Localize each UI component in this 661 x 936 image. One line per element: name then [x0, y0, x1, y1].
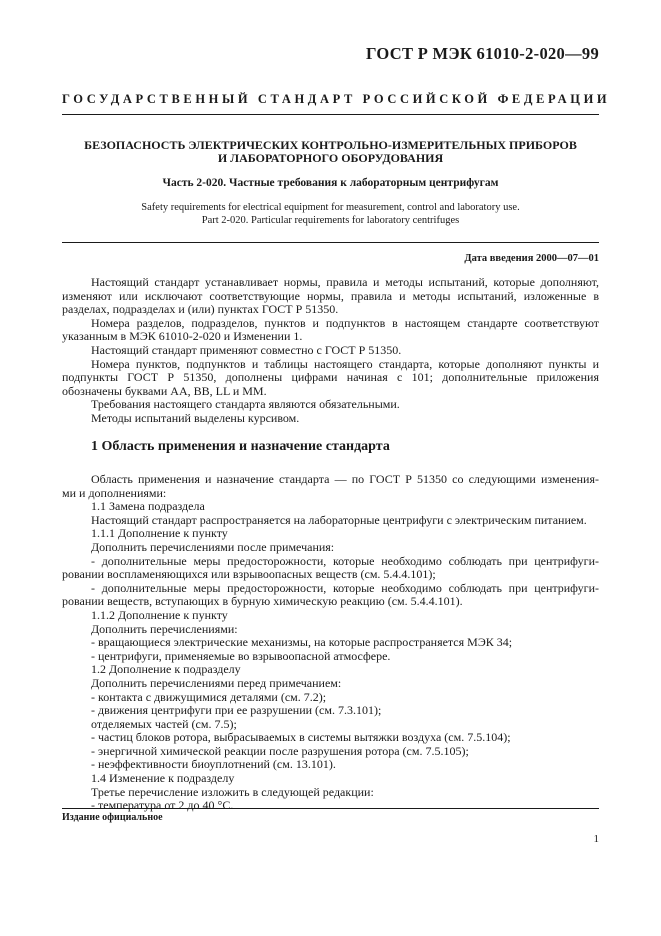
introduction-date: Дата введения 2000—07—01	[464, 253, 599, 264]
bottom-rule	[62, 808, 599, 809]
text-line: отделяемых частей (см. 7.5);	[91, 716, 237, 731]
text-line: ровании веществ, вступающих в бурную химическую реакцию (см. 5.4.4.101).	[62, 594, 463, 609]
text-line: - вращающиеся электрические механизмы, на которые распространяется МЭК 34;	[91, 635, 513, 650]
document-code: ГОСТ Р МЭК 61010-2-020—99	[366, 44, 599, 63]
main-title-line-1: БЕЗОПАСНОСТЬ ЭЛЕКТРИЧЕСКИХ КОНТРОЛЬНО-ИЗМЕРИТЕЛЬНЫХ ПРИБОРОВ	[84, 138, 577, 152]
middle-rule	[62, 242, 599, 243]
section-heading: 1 Область применения и назначение стандарта	[91, 439, 390, 454]
text-line: ми и дополнениями:	[62, 485, 167, 500]
text-line: Номера пунктов, подпунктов и таблицы настоящего стандарта, которые дополняют пункты и	[91, 357, 599, 371]
english-title	[62, 201, 599, 227]
text-line: Область применения и назначение стандарта — по ГОСТ Р 51350 со следующими изменения-	[91, 473, 599, 486]
text-line: Номера разделов, подразделов, пунктов и подпунктов в настоящем стандарте соответствуют	[91, 316, 599, 330]
text-line: - движения центрифуги при ее разрушении (см. 7.3.101);	[91, 703, 382, 718]
main-title	[62, 139, 599, 165]
english-title-line-2: Part 2-020. Particular requirements for laboratory centrifuges	[201, 215, 460, 226]
english-title-line-1: Safety requirements for electrical equipment for measurement, control and laboratory use.	[141, 202, 520, 213]
main-title-line-2: И ЛАБОРАТОРНОГО ОБОРУДОВАНИЯ	[217, 151, 444, 165]
text-line: - энергичной химической реакции после разрушения ротора (см. 7.5.105);	[91, 743, 469, 758]
intro-text	[62, 276, 599, 426]
page-number: 1	[593, 833, 599, 845]
text-line: Требования настоящего стандарта являются обязательными.	[91, 397, 400, 412]
text-line: - центрифуги, применяемые во взрывоопасной атмосфере.	[91, 648, 391, 663]
text-line: - дополнительные меры предосторожности, которые необходимо соблюдать при центрифуги-	[91, 581, 599, 595]
text-line: Настоящий стандарт распространяется на лабораторные центрифуги с электрическим питанием.	[91, 512, 587, 527]
section-1-text	[62, 473, 599, 813]
text-line: 1.4 Изменение к подразделу	[91, 771, 235, 786]
text-line: Дополнить перечислениями перед примечанием:	[91, 675, 342, 690]
text-line: 1.1.1 Дополнение к пункту	[91, 526, 228, 541]
text-line: - дополнительные меры предосторожности, которые необходимо соблюдать при центрифуги-	[91, 554, 599, 568]
text-line: Дополнить перечислениями:	[91, 621, 238, 636]
text-line: - частиц блоков ротора, выбрасываемых в системы вытяжки воздуха (см. 7.5.104);	[91, 730, 511, 745]
text-line: Дополнить перечислениями после примечания:	[91, 539, 335, 554]
text-line: - температура от 2 до 40 °С.	[91, 798, 234, 813]
text-line: подпункты ГОСТ Р 51350, дополнены цифрами начиная с 101; дополнительные приложения	[62, 371, 599, 385]
text-line: - неэффективности биоуплотнений (см. 13.101).	[91, 757, 336, 772]
text-line: Настоящий стандарт устанавливает нормы, правила и методы испытаний, которые дополняют,	[91, 276, 599, 289]
official-edition-label: Издание официальное	[62, 812, 163, 823]
text-line: Настоящий стандарт применяют совместно с ГОСТ Р 51350.	[91, 342, 402, 357]
part-title: Часть 2-020. Частные требования к лабораторным центрифугам	[162, 177, 499, 189]
text-line: ровании воспламеняющихся или взрывоопасных веществ (см. 5.4.4.101);	[62, 567, 436, 582]
text-line: Третье перечисление изложить в следующей редакции:	[91, 784, 374, 799]
text-line: обозначены буквами AA, BB, LL и MM.	[62, 383, 267, 398]
top-rule	[62, 114, 599, 115]
text-line: Методы испытаний выделены курсивом.	[91, 410, 300, 425]
text-line: 1.1 Замена подраздела	[91, 499, 205, 514]
text-line: 1.2 Дополнение к подразделу	[91, 662, 241, 677]
text-line: указанным в МЭК 61010-2-020 и Изменении 1.	[62, 329, 303, 344]
text-line: изменяют или исключают соответствующие нормы, правила и методы испытаний, изложенные в	[62, 289, 599, 303]
text-line: - контакта с движущимися деталями (см. 7.2);	[91, 689, 327, 704]
text-line: разделах, подразделах и (или) пунктах ГОСТ Р 51350.	[62, 302, 339, 317]
text-line: 1.1.2 Дополнение к пункту	[91, 607, 228, 622]
state-standard-title: ГОСУДАРСТВЕННЫЙ СТАНДАРТ РОССИЙСКОЙ ФЕДЕРАЦИИ	[62, 92, 611, 106]
